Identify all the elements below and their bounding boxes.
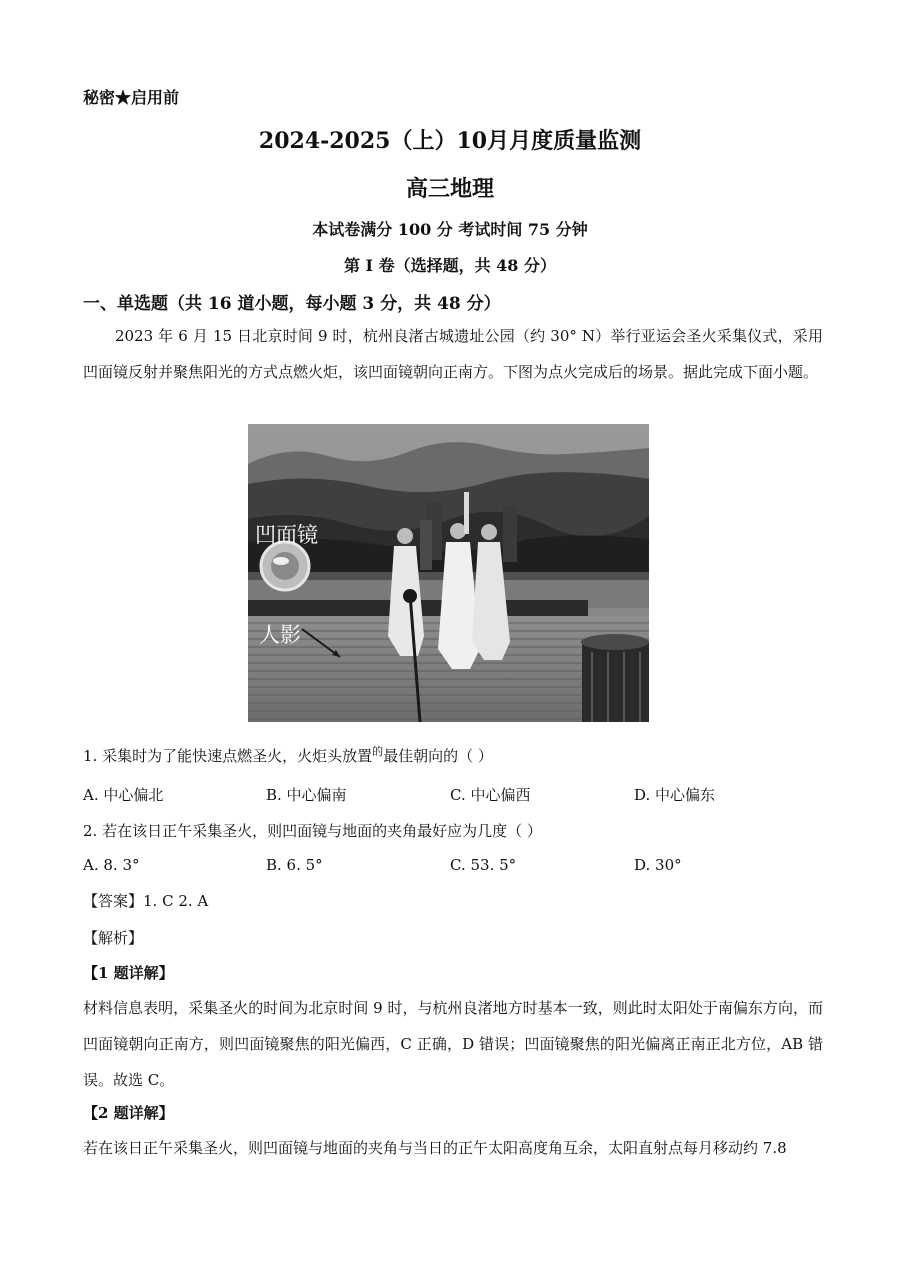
question-1-stem bbox=[83, 745, 493, 766]
question-2-option-a: A. 8. 3° bbox=[83, 856, 140, 874]
ceremony-photo bbox=[248, 424, 649, 722]
intro-paragraph: 2023 年 6 月 15 日北京时间 9 时，杭州良渚古城遗址公园（约 30° N）举行亚运会圣火采集仪式，采用凹面镜反射并聚焦阳光的方式点燃火炬，该凹面镜朝向正南方。下图为点火完成后的场景。据此完成下面小题。 bbox=[83, 327, 823, 381]
mirror-label: 凹面镜 bbox=[255, 523, 318, 547]
detail-1-label: 【1 题详解】 bbox=[83, 964, 174, 982]
question-1-option-c: C. 中心偏西 bbox=[450, 786, 531, 804]
detail-2-paragraph: 若在该日正午采集圣火，则凹面镜与地面的夹角与当日的正午太阳高度角互余，太阳直射点每月移动约 7.8 bbox=[83, 1139, 787, 1157]
exam-info: 本试卷满分 100 分 考试时间 75 分钟 bbox=[312, 220, 588, 239]
question-1-option-a: A. 中心偏北 bbox=[83, 786, 164, 804]
question-1-stem-part-b: 最佳朝向的（ ） bbox=[383, 747, 493, 765]
section-heading: 一、单选题（共 16 道小题，每小题 3 分，共 48 分） bbox=[83, 294, 501, 314]
question-2-option-d: D. 30° bbox=[634, 856, 682, 874]
question-1-stem-sup: 的 bbox=[372, 745, 384, 758]
answer-line: 【答案】1. C 2. A bbox=[83, 892, 209, 910]
exam-title: 2024-2025（上）10月月度质量监测 bbox=[258, 128, 642, 154]
question-1-stem-part-a: 1. 采集时为了能快速点燃圣火，火炬头放置 bbox=[83, 747, 373, 765]
question-2-option-c: C. 53. 5° bbox=[450, 856, 517, 874]
question-1-option-b: B. 中心偏南 bbox=[266, 786, 347, 804]
detail-2-label: 【2 题详解】 bbox=[83, 1104, 174, 1122]
question-2-option-b: B. 6. 5° bbox=[266, 856, 323, 874]
confidential-mark: 秘密★启用前 bbox=[83, 88, 180, 107]
analysis-label: 【解析】 bbox=[83, 929, 144, 947]
question-2-stem: 2. 若在该日正午采集圣火，则凹面镜与地面的夹角最好应为几度（ ） bbox=[83, 822, 542, 840]
shadow-label: 人影 bbox=[259, 623, 301, 647]
detail-1-paragraph: 材料信息表明，采集圣火的时间为北京时间 9 时，与杭州良渚地方时基本一致，则此时太阳处于南偏东方向，而凹面镜朝向正南方，则凹面镜聚焦的阳光偏西，C 正确，D 错误；凹面镜聚焦的阳光偏离正南正北方位，AB 错误。故选 C。 bbox=[83, 999, 823, 1089]
question-1-option-d: D. 中心偏东 bbox=[634, 786, 716, 804]
volume-title: 第 I 卷（选择题，共 48 分） bbox=[343, 256, 557, 275]
subject-title: 高三地理 bbox=[405, 176, 494, 202]
